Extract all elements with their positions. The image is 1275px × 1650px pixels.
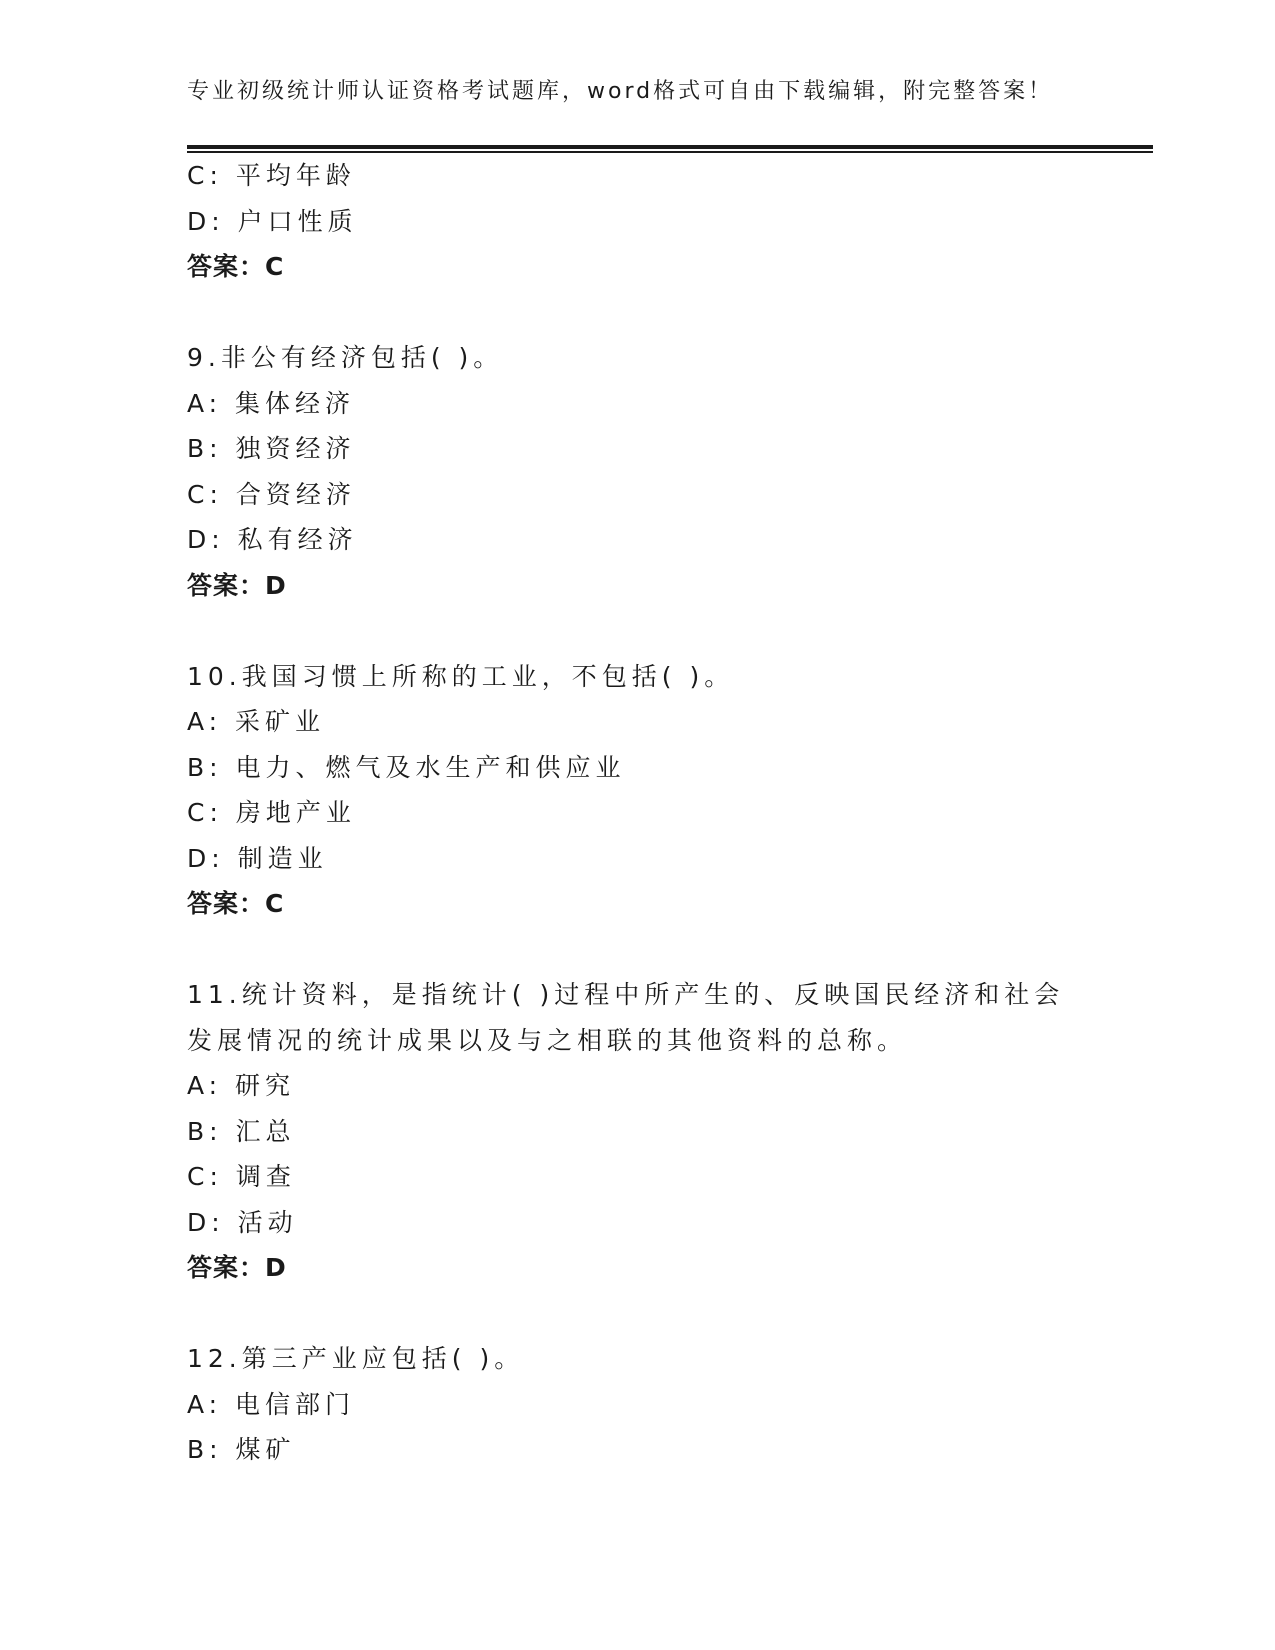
- option-d: D: 制造业: [187, 843, 328, 873]
- question-text: 12.第三产业应包括( )。: [187, 1344, 525, 1373]
- answer-line: 答案：D: [187, 1253, 287, 1282]
- question-12: [187, 1336, 1153, 1473]
- question-carryover: [187, 153, 1153, 290]
- header-rule-thick: [187, 145, 1153, 149]
- answer-line: 答案：C: [187, 889, 285, 918]
- question-text-continued: 发展情况的统计成果以及与之相联的其他资料的总称。: [187, 1025, 908, 1055]
- question-11: [187, 972, 1153, 1291]
- spacer: [187, 927, 1153, 973]
- option-a: A: 集体经济: [187, 388, 356, 418]
- option-a: A: 研究: [187, 1071, 296, 1100]
- option-d: D: 私有经济: [187, 525, 358, 554]
- option-d: D: 户口性质: [187, 206, 358, 236]
- option-c: C: 调查: [187, 1162, 296, 1191]
- option-d: D: 活动: [187, 1207, 298, 1237]
- option-c: C: 合资经济: [187, 479, 356, 509]
- question-9: [187, 335, 1153, 608]
- option-b: B: 煤矿: [187, 1435, 296, 1464]
- option-a: A: 采矿业: [187, 707, 326, 736]
- option-b: B: 电力、燃气及水生产和供应业: [187, 752, 626, 782]
- option-b: B: 汇总: [187, 1116, 296, 1146]
- spacer: [187, 608, 1153, 654]
- option-c: C: 平均年龄: [187, 161, 356, 190]
- header-text: 专业初级统计师认证资格考试题库，word格式可自由下载编辑，附完整答案！: [187, 79, 1054, 104]
- question-text: 11.统计资料，是指统计( )过程中所产生的、反映国民经济和社会: [187, 980, 1065, 1009]
- question-10: [187, 654, 1153, 927]
- option-b: B: 独资经济: [187, 434, 356, 463]
- question-text: 9.非公有经济包括( )。: [187, 343, 504, 372]
- answer-line: 答案：C: [187, 252, 285, 281]
- spacer: [187, 1291, 1153, 1337]
- answer-line: 答案：D: [187, 570, 287, 600]
- spacer: [187, 290, 1153, 336]
- option-a: A: 电信部门: [187, 1389, 356, 1419]
- question-text: 10.我国习惯上所称的工业，不包括( )。: [187, 661, 735, 691]
- option-c: C: 房地产业: [187, 798, 356, 827]
- exam-content: [187, 153, 1153, 1473]
